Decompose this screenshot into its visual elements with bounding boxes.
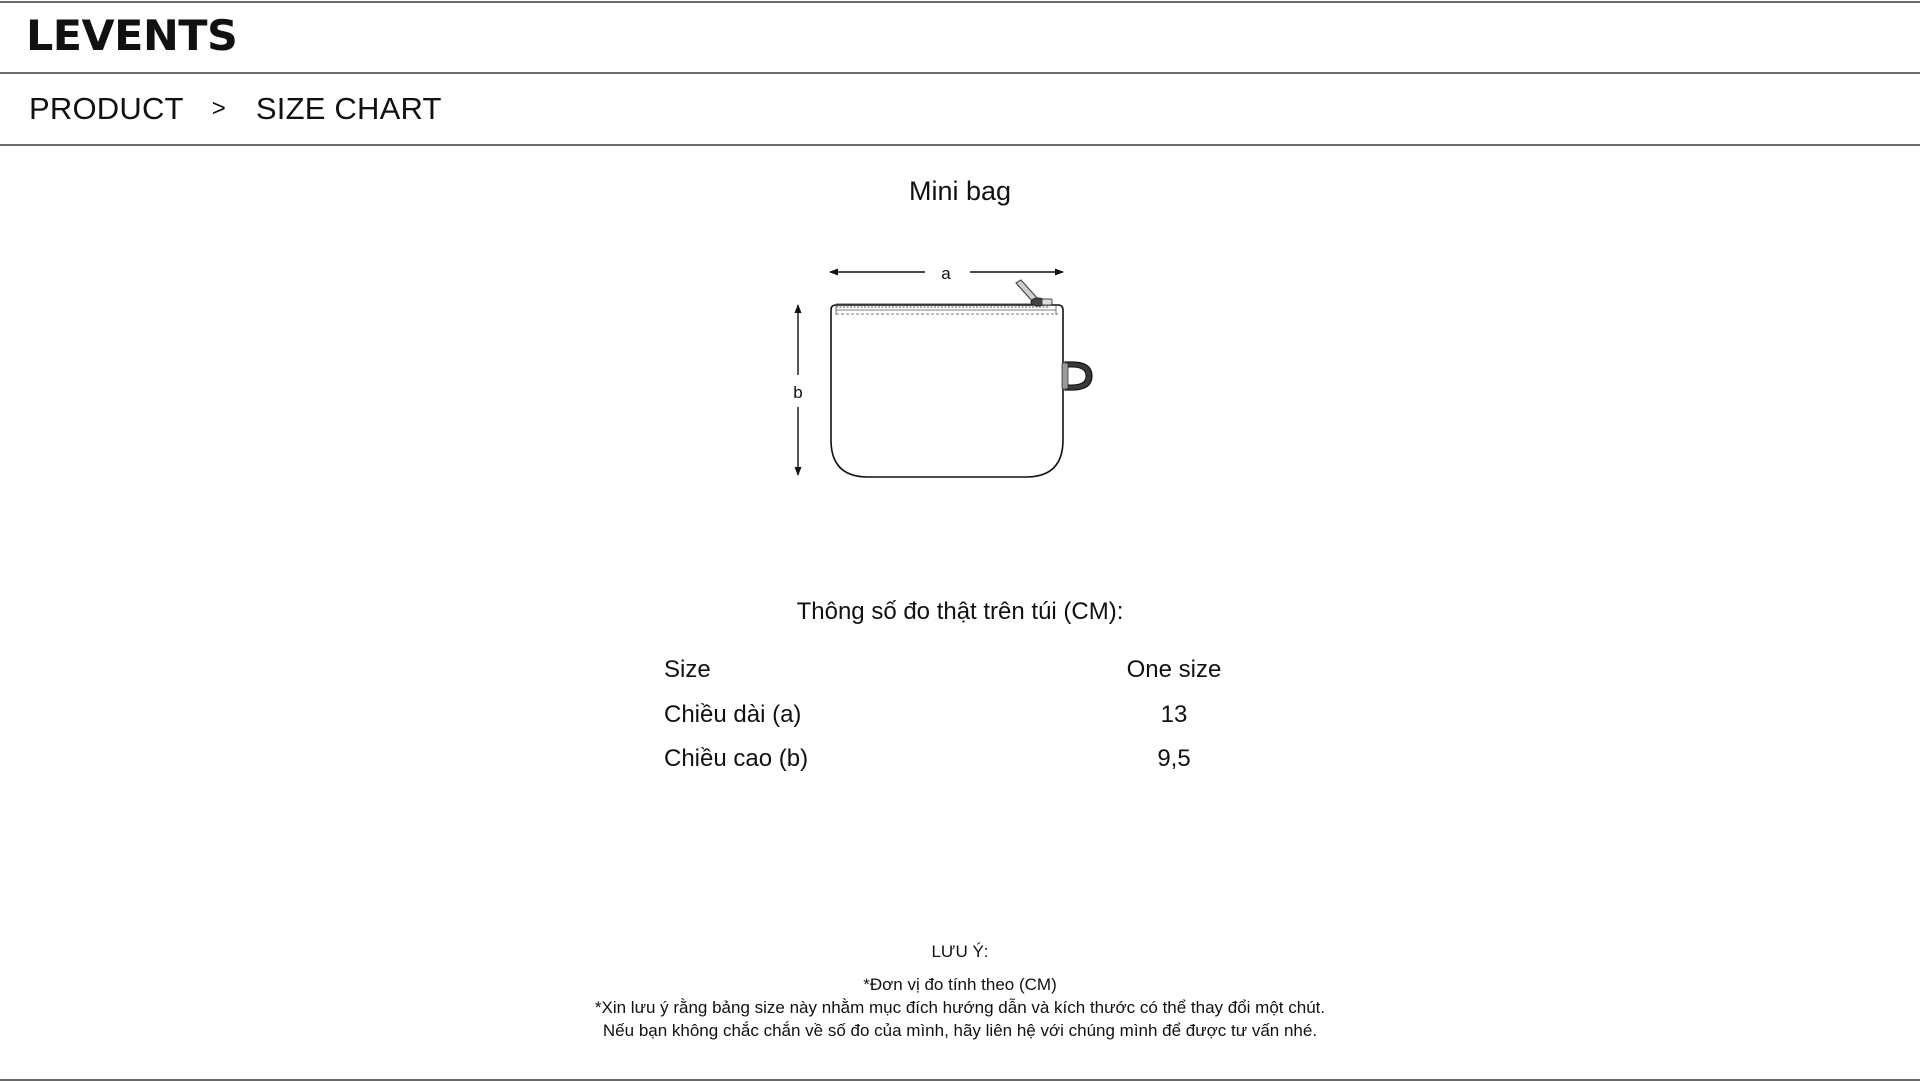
table-header-value: One size xyxy=(1126,656,1222,684)
note-line: Nếu bạn không chắc chắn về số đo của mình, hãy liên hệ với chúng mình để được tư vấn nhé. xyxy=(602,1021,1318,1040)
product-title: Mini bag xyxy=(908,176,1012,206)
breadcrumb xyxy=(29,91,442,127)
table-header-row xyxy=(664,648,1264,693)
bag-diagram xyxy=(780,255,1100,485)
note-line: *Xin lưu ý rằng bảng size này nhằm mục đích hướng dẫn và kích thước có thể thay đổi một chút. xyxy=(594,998,1326,1017)
bottom-border xyxy=(0,1079,1920,1081)
breadcrumb-item-product[interactable]: PRODUCT xyxy=(29,91,184,126)
row-value: 13 xyxy=(1160,700,1188,728)
note-line: *Đơn vị đo tính theo (CM) xyxy=(863,975,1057,994)
top-border xyxy=(0,1,1920,3)
notes-section xyxy=(0,940,1920,1042)
row-label: Chiều dài (a) xyxy=(664,700,802,728)
row-value: 9,5 xyxy=(1157,745,1191,773)
table-row xyxy=(664,693,1264,738)
breadcrumb-separator: > xyxy=(211,95,226,122)
table-row xyxy=(664,737,1264,782)
header-divider xyxy=(0,72,1920,74)
breadcrumb-divider xyxy=(0,144,1920,146)
row-label: Chiều cao (b) xyxy=(664,745,809,773)
width-label: a xyxy=(941,264,951,283)
brand-logo[interactable]: LEVENTS xyxy=(26,11,238,60)
height-label: b xyxy=(793,383,803,402)
d-ring-icon xyxy=(1062,362,1092,390)
measurements-heading: Thông số đo thật trên túi (CM): xyxy=(796,598,1124,625)
notes-heading: LƯU Ý: xyxy=(931,942,989,961)
breadcrumb-item-size-chart: SIZE CHART xyxy=(255,91,442,126)
size-table xyxy=(664,648,1264,782)
table-header-label: Size xyxy=(664,656,711,684)
bag-body xyxy=(831,305,1063,477)
zipper-pull-icon xyxy=(1016,280,1052,306)
